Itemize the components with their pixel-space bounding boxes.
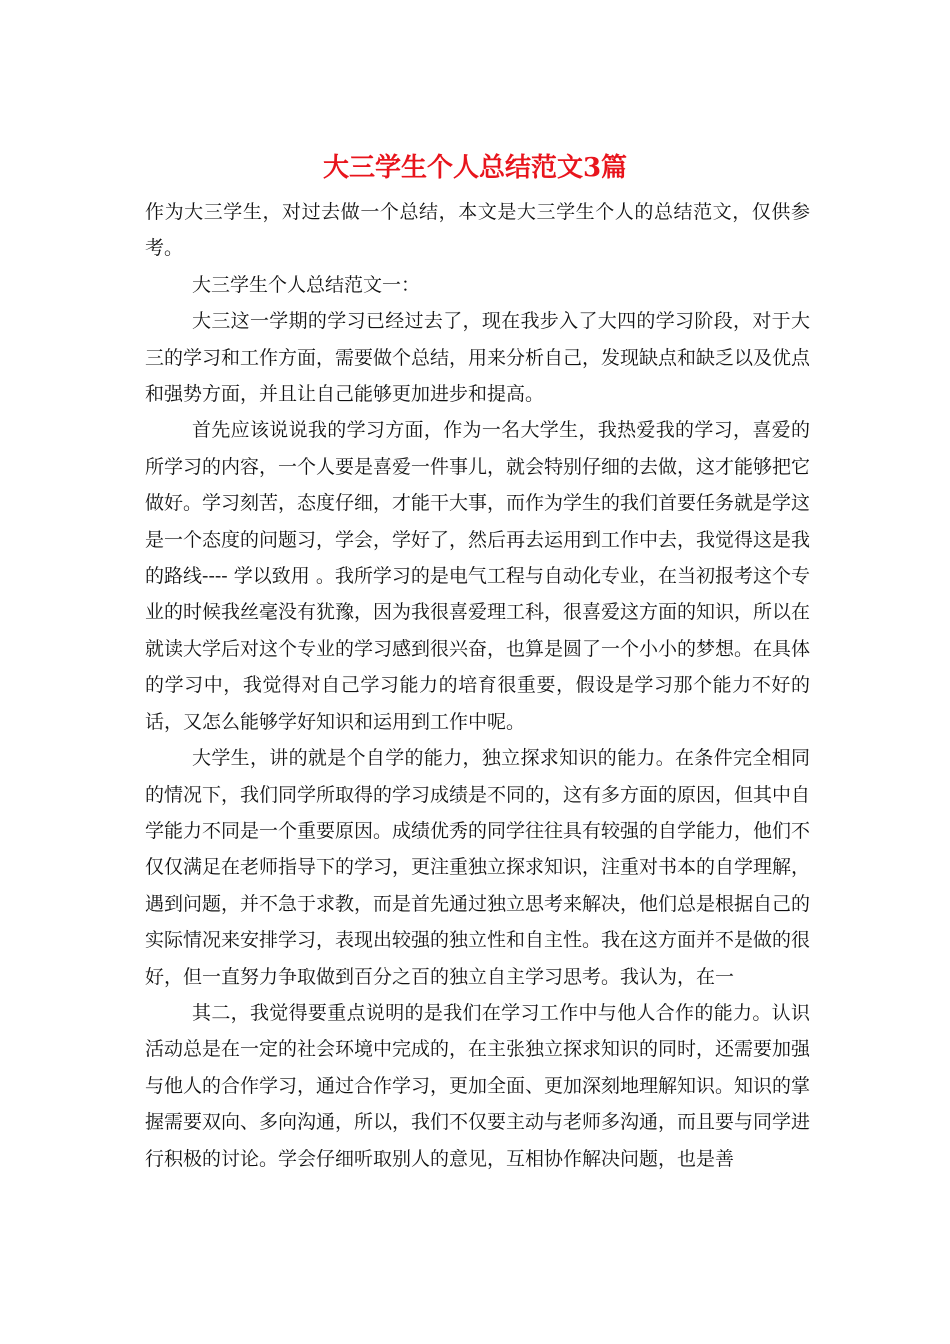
body-paragraph: 大三这一学期的学习已经过去了，现在我步入了大四的学习阶段，对于大三的学习和工作方面，需要做个总结，用来分析自己，发现缺点和缺乏以及优点和强势方面，并且让自己能够更加进步和提高。	[145, 310, 811, 406]
document-title: 大三学生个人总结范文3篇	[322, 153, 628, 183]
section-heading: 大三学生个人总结范文一：	[192, 273, 421, 296]
body-paragraph: 其二，我觉得要重点说明的是我们在学习工作中与他人合作的能力。认识活动总是在一定的社会环境中完成的，在主张独立探求知识的同时，还需要加强与他人的合作学习，通过合作学习，更加全面、更加深刻地理解知识。知识的掌握需要双向、多向沟通，所以，我们不仅要主动与老师多沟通，而且要与同学进行积极的讨论。学会仔细听取别人的意见，互相协作解决问题，也是善	[145, 1001, 811, 1170]
document-body	[145, 194, 810, 1177]
body-paragraph: 大学生，讲的就是个自学的能力，独立探求知识的能力。在条件完全相同的情况下，我们同学所取得的学习成绩是不同的，这有多方面的原因，但其中自学能力不同是一个重要原因。成绩优秀的同学往往具有较强的自学能力，他们不仅仅满足在老师指导下的学习，更注重独立探求知识，注重对书本的自学理解，遇到问题，并不急于求教，而是首先通过独立思考来解决，他们总是根据自己的实际情况来安排学习，表现出较强的独立性和自主性。我在这方面并不是做的很好，但一直努力争取做到百分之百的独立自主学习思考。我认为，在一	[145, 747, 811, 988]
intro-paragraph: 作为大三学生，对过去做一个总结，本文是大三学生个人的总结范文，仅供参考。	[145, 201, 810, 260]
body-paragraph: 首先应该说说我的学习方面，作为一名大学生，我热爱我的学习，喜爱的所学习的内容，一个人要是喜爱一件事儿，就会特别仔细的去做，这才能够把它做好。学习刻苦，态度仔细，才能干大事，而作为学生的我们首要任务就是学这是一个态度的问题习，学会，学好了，然后再去运用到工作中去，我觉得这是我的路线---- 学以致用 。我所学习的是电气工程与自动化专业，在当初报考这个专业的时候我丝毫没有犹豫，因为我很喜爱理工科，很喜爱这方面的知识，所以在就读大学后对这个专业的学习感到很兴奋，也算是圆了一个小小的梦想。在具体的学习中，我觉得对自己学习能力的培育很重要，假设是学习那个能力不好的话，又怎么能够学好知识和运用到工作中呢。	[145, 419, 811, 733]
